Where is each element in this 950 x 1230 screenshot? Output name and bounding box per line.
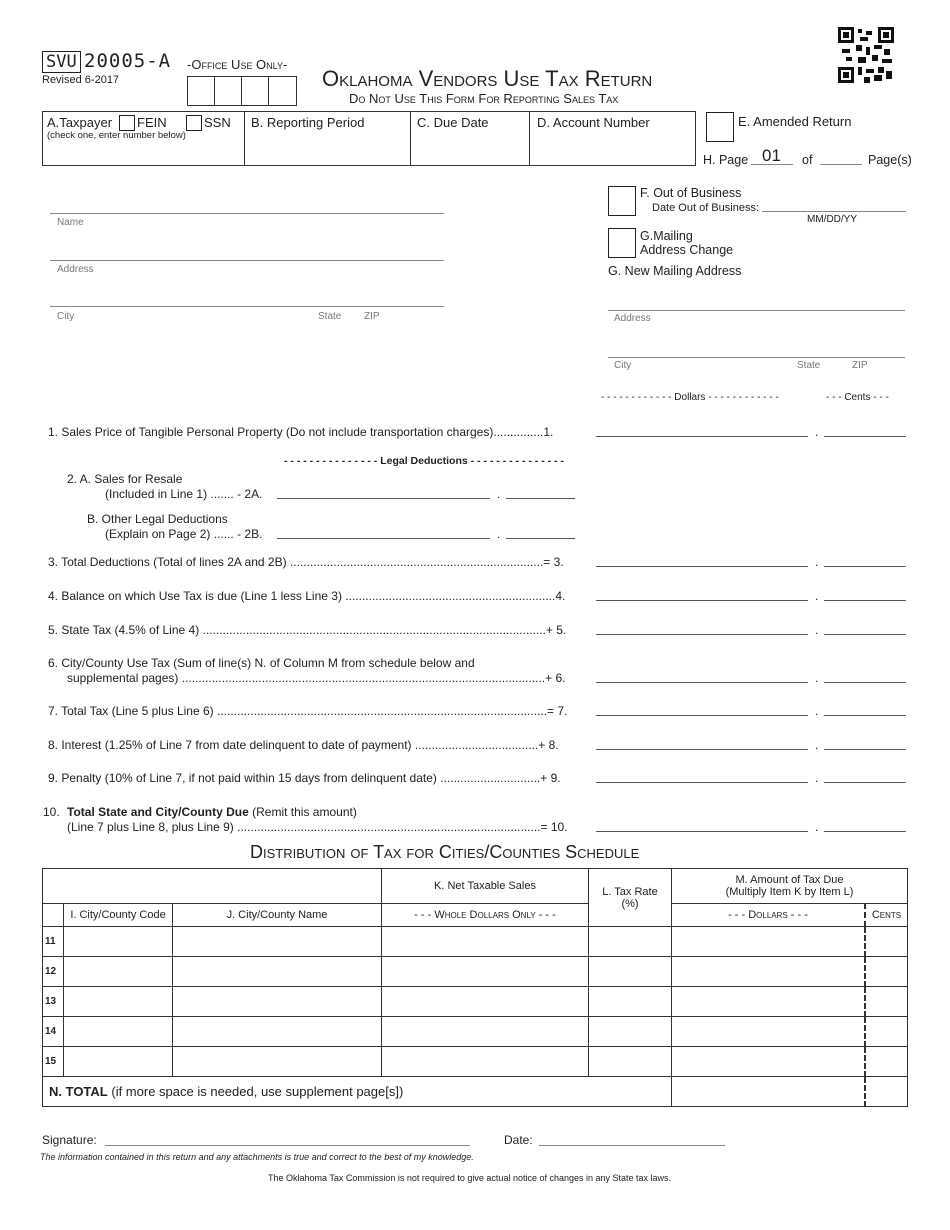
line-8-dollars[interactable] <box>596 749 808 750</box>
total-dollars-cell[interactable] <box>672 1077 866 1107</box>
row-number: 11 <box>43 927 64 957</box>
line-1-dot: . <box>815 425 819 439</box>
line-10-dot: . <box>815 820 819 834</box>
row-number: 14 <box>43 1017 64 1047</box>
l-header: L. Tax Rate (%) <box>589 869 672 927</box>
line-10-number: 10. <box>43 805 60 819</box>
new-city-field[interactable] <box>608 357 905 358</box>
qr-code-icon <box>838 27 894 83</box>
city-code-cell[interactable] <box>64 1017 173 1047</box>
mmddyy-label: MM/DD/YY <box>807 214 857 225</box>
form-title: Oklahoma Vendors Use Tax Return <box>322 66 653 91</box>
tax-cents-cell[interactable] <box>865 927 908 957</box>
city-state-zip-field[interactable] <box>50 306 444 307</box>
line-8-cents[interactable] <box>824 749 906 750</box>
amended-return-checkbox[interactable] <box>706 112 734 142</box>
city-code-cell[interactable] <box>64 957 173 987</box>
row-number: 15 <box>43 1047 64 1077</box>
row-number: 13 <box>43 987 64 1017</box>
pages-label: Page(s) <box>868 153 912 167</box>
line-2b-dot: . <box>497 527 501 541</box>
line-4-label: 4. Balance on which Use Tax is due (Line 1 less Line 3) ...............................................................4. <box>48 589 566 603</box>
line-6-dot: . <box>815 671 819 685</box>
name-label: Name <box>57 217 84 228</box>
net-sales-cell[interactable] <box>382 1047 589 1077</box>
new-city-label: City <box>614 360 632 371</box>
row-number-header <box>43 904 64 927</box>
notice-text: The Oklahoma Tax Commission is not required to give actual notice of changes in any State tax laws. <box>268 1173 672 1183</box>
zip-label: ZIP <box>364 311 380 322</box>
tax-dollars-cell[interactable] <box>672 1017 866 1047</box>
line-7-dollars[interactable] <box>596 715 808 716</box>
line-3-dot: . <box>815 555 819 569</box>
line-3-dollars[interactable] <box>596 566 808 567</box>
line-10-label-2: (Line 7 plus Line 8, plus Line 9) ...........................................................................................= 10. <box>67 820 568 834</box>
new-mailing-address-label: G. New Mailing Address <box>608 264 742 278</box>
tax-dollars-cell[interactable] <box>672 1047 866 1077</box>
line-5-dot: . <box>815 623 819 637</box>
reporting-period-label: B. Reporting Period <box>251 115 365 130</box>
form-box: SVU <box>42 51 81 73</box>
cents-header: - - - Cents - - - <box>826 392 889 403</box>
net-sales-cell[interactable] <box>382 987 589 1017</box>
city-code-cell[interactable] <box>64 987 173 1017</box>
total-cents-cell[interactable] <box>865 1077 908 1107</box>
date-out-field[interactable] <box>762 211 906 212</box>
line-2b-dollars[interactable] <box>277 538 490 539</box>
total-row <box>43 1077 908 1107</box>
line-10-label-1 <box>67 805 357 819</box>
signature-label: Signature: <box>42 1133 97 1147</box>
page-value: 01 <box>762 146 781 165</box>
table-row <box>43 1047 908 1077</box>
form-number: 20005-A <box>84 50 172 72</box>
city-label: City <box>57 311 75 322</box>
line-10-cents[interactable] <box>824 831 906 832</box>
total-bold: N. TOTAL <box>49 1084 108 1099</box>
line-7-label: 7. Total Tax (Line 5 plus Line 6) ...................................................................................................= 7. <box>48 704 568 718</box>
tax-cents-cell[interactable] <box>865 957 908 987</box>
tax-rate-cell[interactable] <box>589 1017 672 1047</box>
total-label-cell <box>43 1077 672 1107</box>
tax-rate-cell[interactable] <box>589 957 672 987</box>
line-8-label: 8. Interest (1.25% of Line 7 from date delinquent to date of payment) .....................................+ 8. <box>48 738 559 752</box>
line-2a-cents[interactable] <box>506 498 575 499</box>
line-3-label: 3. Total Deductions (Total of lines 2A and 2B) ............................................................................= 3. <box>48 555 564 569</box>
table-row <box>43 987 908 1017</box>
schedule-table <box>42 868 908 1107</box>
date-label: Date: <box>504 1133 533 1147</box>
city-name-cell[interactable] <box>173 957 382 987</box>
line-1-dollars[interactable] <box>596 436 808 437</box>
line-2a-dot: . <box>497 487 501 501</box>
new-state-label: State <box>797 360 821 371</box>
line-6-label-2: supplemental pages) .............................................................................................................+ 6. <box>67 671 566 685</box>
line-10-dollars[interactable] <box>596 831 808 832</box>
line-6-dollars[interactable] <box>596 682 808 683</box>
tax-dollars-cell[interactable] <box>672 987 866 1017</box>
line-4-dot: . <box>815 589 819 603</box>
m-header: M. Amount of Tax Due (Multiply Item K by Item L) <box>672 869 908 904</box>
taxpayer-note: (check one, enter number below) <box>47 130 186 141</box>
name-field[interactable] <box>50 213 444 214</box>
line-5-cents[interactable] <box>824 634 906 635</box>
j-col-header: J. City/County Name <box>173 904 382 927</box>
line-2a-label-2: (Included in Line 1) ....... - 2A. <box>105 487 263 501</box>
address-field[interactable] <box>50 260 444 261</box>
tax-cents-cell[interactable] <box>865 1017 908 1047</box>
ssn-checkbox[interactable] <box>186 115 202 131</box>
line-2b-label-1: B. Other Legal Deductions <box>87 512 228 526</box>
revised-date: Revised 6-2017 <box>42 74 120 86</box>
mailing-address-change-checkbox[interactable] <box>608 228 636 258</box>
line-5-dollars[interactable] <box>596 634 808 635</box>
new-address-label: Address <box>614 313 651 324</box>
line-6-cents[interactable] <box>824 682 906 683</box>
total-rest: (if more space is needed, use supplement page[s]) <box>107 1084 404 1099</box>
ssn-label: SSN <box>204 115 231 130</box>
date-out-label: Date Out of Business: <box>652 202 759 214</box>
line-9-cents[interactable] <box>824 782 906 783</box>
address-label: Address <box>57 264 94 275</box>
city-name-cell[interactable] <box>173 1017 382 1047</box>
city-code-cell[interactable] <box>64 1047 173 1077</box>
row-number: 12 <box>43 957 64 987</box>
schedule-header-blank <box>43 869 382 904</box>
out-of-business-label: F. Out of Business <box>640 186 742 200</box>
line-10-rest: (Remit this amount) <box>248 805 357 819</box>
schedule-title: Distribution of Tax for Cities/Counties Schedule <box>250 842 640 862</box>
i-col-header: I. City/County Code <box>64 904 173 927</box>
new-zip-label: ZIP <box>852 360 868 371</box>
line-1-cents[interactable] <box>824 436 906 437</box>
fein-label: FEIN <box>137 115 167 130</box>
city-name-cell[interactable] <box>173 927 382 957</box>
line-6-label-1: 6. City/County Use Tax (Sum of line(s) N. of Column M from schedule below and <box>48 656 475 670</box>
city-name-cell[interactable] <box>173 1047 382 1077</box>
form-subtitle: Do Not Use This Form For Reporting Sales Tax <box>349 91 619 106</box>
signature-field[interactable] <box>105 1145 470 1146</box>
due-date-label: C. Due Date <box>417 115 489 130</box>
state-label: State <box>318 311 342 322</box>
account-number-label: D. Account Number <box>537 115 650 130</box>
k-sub-header: - - - Whole Dollars Only - - - <box>382 904 589 927</box>
tax-rate-cell[interactable] <box>589 1047 672 1077</box>
tax-dollars-cell[interactable] <box>672 927 866 957</box>
city-code-cell[interactable] <box>64 927 173 957</box>
total-pages-field[interactable] <box>820 164 862 165</box>
tax-rate-cell[interactable] <box>589 927 672 957</box>
net-sales-cell[interactable] <box>382 927 589 957</box>
tax-cents-cell[interactable] <box>865 1047 908 1077</box>
line-2a-label-1: 2. A. Sales for Resale <box>67 472 183 486</box>
line-7-cents[interactable] <box>824 715 906 716</box>
new-address-field[interactable] <box>608 310 905 311</box>
line-4-cents[interactable] <box>824 600 906 601</box>
tax-dollars-cell[interactable] <box>672 957 866 987</box>
office-use-boxes <box>187 76 297 106</box>
line-2a-dollars[interactable] <box>277 498 490 499</box>
certification-text: The information contained in this return and any attachments is true and correct to the best of my knowledge. <box>40 1152 474 1162</box>
line-10-bold: Total State and City/County Due <box>67 805 249 819</box>
m-dollars-header: - - - Dollars - - - <box>672 904 866 927</box>
fein-checkbox[interactable] <box>119 115 135 131</box>
city-name-cell[interactable] <box>173 987 382 1017</box>
table-row <box>43 927 908 957</box>
m-cents-header: Cents <box>865 904 908 927</box>
mailing-change-label: G.Mailing Address Change <box>640 229 734 257</box>
k-header: K. Net Taxable Sales <box>382 869 589 904</box>
amended-return-label: E. Amended Return <box>738 114 852 129</box>
line-9-label: 9. Penalty (10% of Line 7, if not paid within 15 days from delinquent date) ..............................+ 9. <box>48 771 561 785</box>
line-7-dot: . <box>815 704 819 718</box>
table-row <box>43 957 908 987</box>
page-label: H. Page <box>703 153 749 167</box>
line-2b-label-2: (Explain on Page 2) ...... - 2B. <box>105 527 263 541</box>
line-9-dollars[interactable] <box>596 782 808 783</box>
dollars-header: - - - - - - - - - - - - Dollars - - - - - - - - - - - - <box>601 392 779 403</box>
line-1-label: 1. Sales Price of Tangible Personal Property (Do not include transportation charges)...............1. <box>48 425 554 439</box>
out-of-business-checkbox[interactable] <box>608 186 636 216</box>
taxpayer-label: A.Taxpayer <box>47 115 113 130</box>
line-5-label: 5. State Tax (4.5% of Line 4) .......................................................................................................+ 5. <box>48 623 567 637</box>
line-9-dot: . <box>815 771 819 785</box>
legal-deductions-header: - - - - - - - - - - - - - - - Legal Deductions - - - - - - - - - - - - - - - <box>284 455 564 467</box>
of-label: of <box>802 153 813 167</box>
line-3-cents[interactable] <box>824 566 906 567</box>
date-field[interactable] <box>539 1145 725 1146</box>
office-use-label: -Office Use Only- <box>187 57 288 72</box>
line-8-dot: . <box>815 738 819 752</box>
tax-cents-cell[interactable] <box>865 987 908 1017</box>
table-row <box>43 1017 908 1047</box>
line-2b-cents[interactable] <box>506 538 575 539</box>
net-sales-cell[interactable] <box>382 1017 589 1047</box>
net-sales-cell[interactable] <box>382 957 589 987</box>
line-4-dollars[interactable] <box>596 600 808 601</box>
tax-rate-cell[interactable] <box>589 987 672 1017</box>
